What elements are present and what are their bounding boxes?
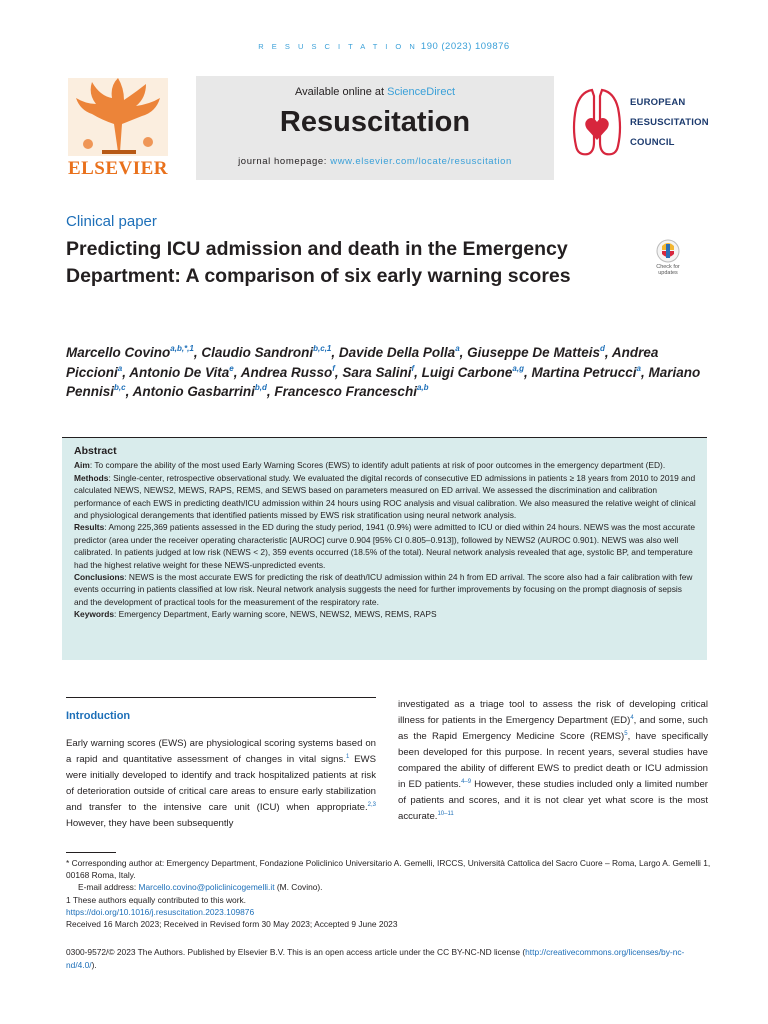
journal-homepage-link[interactable]: www.elsevier.com/locate/resuscitation — [330, 156, 512, 167]
author-affiliation[interactable]: a — [117, 363, 123, 373]
author-name[interactable]: Andrea Piccioni — [66, 345, 659, 380]
running-head — [0, 41, 768, 52]
license-link[interactable]: http://creativecommons.org/licenses/by-nc-nd/4.0/ — [66, 947, 685, 970]
author-name[interactable]: Davide Della Polla — [338, 345, 456, 360]
author-affiliation[interactable]: a — [636, 363, 641, 373]
citation-ref[interactable]: 1 — [345, 754, 350, 760]
journal-homepage-line — [196, 156, 554, 167]
body-column-right — [398, 697, 708, 825]
author-name[interactable]: Giuseppe De Matteis — [467, 345, 600, 360]
author-name[interactable]: Marcello Covino — [66, 345, 171, 360]
check-for-updates-label: Check for updates — [656, 264, 680, 276]
citation-ref[interactable]: 10–11 — [437, 811, 454, 817]
intro-text-3: However, they have been subsequently — [66, 818, 234, 829]
footnotes — [66, 857, 716, 930]
author-affiliation[interactable]: a,b,*,1 — [170, 344, 194, 353]
citation-ref[interactable]: 5 — [624, 731, 628, 737]
author-name[interactable]: Francesco Franceschi — [274, 384, 417, 399]
abstract-results — [74, 521, 696, 571]
author-affiliation[interactable]: b,c,1 — [313, 344, 332, 353]
author-affiliation[interactable]: e — [229, 363, 234, 373]
methods-text: : Single-center, retrospective observational study. We evaluated the digital records of consecutive ED admissions in patients ≥ 18 years from 2010 to 2019 and calculated NEWS, NEWS2, MEWS, RAPS, REMS, and SEWS based on parameters measured on ED arrival. We assessed the discrimination and calibration performance of each EWS in predicting death/ICU admission within 24 hours using ROC analysis and visual calibration. We also measured the relative weight of clinical and physiological derangements that identified patients missed by EWS risk stratification using neural network analysis. — [74, 472, 696, 521]
introduction-paragraph-left — [66, 736, 376, 832]
abstract-aim — [74, 459, 696, 471]
keywords-label: Keywords — [74, 609, 115, 620]
abstract-methods — [74, 472, 696, 522]
author-name[interactable]: Claudio Sandroni — [201, 345, 314, 360]
author-name[interactable]: Luigi Carbone — [421, 364, 513, 380]
copyright-end: ). — [91, 959, 97, 970]
available-online-line — [196, 86, 554, 98]
received-dates: Received 16 March 2023; Received in Revised form 30 May 2023; Accepted 9 June 2023 — [66, 919, 398, 930]
email-link[interactable]: Marcello.covino@policlinicogemelli.it — [138, 882, 275, 893]
journal-masthead — [196, 76, 554, 180]
intro-text-2: EWS were initially developed to identify and track hospitalized patients at risk of deterioration outside of critical care areas to ensure early stabilization and transfer to the intensive care unit (ICU) when appropriate. — [66, 754, 376, 813]
body-column-left — [66, 710, 376, 832]
author-list: Marcello Covino$^{a,b,*,1}$, Claudio Sandroni$^{b,c,1}$, Davide Della Polla$^a$, Giuseppe De Matteis$^d$, Andrea Piccioni$^a$, Antonio De Vita$^e$, Andrea Russo$^f$, Sara Salini$^f$, Luigi Carbone$^{a,g}$, Martina Petrucci$^a$, Mariano Pennisi$^{b,c}$, Antonio Gasbarrini$^{b,d}$, Francesco Franceschi$^{a,b}$ — [66, 344, 701, 399]
check-for-updates-button[interactable] — [648, 238, 688, 286]
erc-line-1: EUROPEAN — [630, 97, 686, 108]
copyright-notice — [66, 946, 714, 971]
aim-text: : To compare the ability of the most used Early Warning Scores (EWS) to identify adult patients at risk of poor outcomes in the emergency department (ED). — [89, 460, 666, 471]
section-divider — [66, 697, 376, 698]
available-prefix: Available online at — [294, 86, 385, 98]
abstract-heading: Abstract — [74, 445, 117, 457]
abstract-conclusions — [74, 571, 696, 608]
intro-text-5: , and some, such as the Rapid Emergency Medicine Score (REMS) — [398, 715, 709, 742]
abstract-keywords — [74, 608, 696, 620]
running-head-journal: R E S U S C I T A T I O N — [258, 42, 418, 51]
conclusions-label: Conclusions — [74, 572, 125, 583]
footnote-divider — [66, 852, 116, 853]
author-name[interactable]: Antonio De Vita — [129, 364, 230, 380]
citation-ref[interactable]: 4 — [630, 715, 634, 721]
author-affiliation[interactable]: d — [599, 344, 605, 353]
copyright-text: 0300-9572/© 2023 The Authors. Published by Elsevier B.V. This is an open access article under the CC BY-NC-ND license ( — [66, 947, 526, 957]
author-name[interactable]: Antonio Gasbarrini — [132, 384, 255, 399]
intro-text-6: , have specifically been developed for this purpose. In recent years, several studies have compared the ability of different EWS to predict death or ICU admission in ED patients. — [398, 731, 708, 790]
sciencedirect-link[interactable]: ScienceDirect — [387, 86, 455, 98]
running-head-citation: 190 (2023) 109876 — [420, 41, 510, 52]
article-type: Clinical paper — [66, 213, 157, 230]
author-affiliation[interactable]: b,d — [254, 383, 267, 392]
author-name[interactable]: Mariano Pennisi — [66, 364, 701, 399]
article-title: Predicting ICU admission and death in the Emergency Department: A comparison of six early warning scores — [66, 238, 571, 287]
elsevier-wordmark: ELSEVIER — [67, 158, 169, 179]
citation-ref[interactable]: 4–9 — [461, 779, 472, 785]
author-name[interactable]: Martina Petrucci — [531, 364, 637, 380]
aim-label: Aim — [74, 460, 90, 471]
intro-text-1: Early warning scores (EWS) are physiological scoring systems based on a rapid and quantitative assessment of changes in vital signs. — [66, 738, 376, 765]
results-text: : Among 225,369 patients assessed in the ED during the study period, 1941 (0.9%) were admitted to ICU or died within 24 hours. NEWS was the most accurate predictor (area under the receiver operating characteristic [AUROC] curve 0.904 [95% CI 0.805–0.913]), followed by NEWS2 (AUROC 0.901). NEWS was also well calibrated. In patients judged at low risk (NEWS < 2), 359 events occurred (18.5% of the total). Neural network analysis revealed that age, systolic BP, and temperature had the highest relative weight for these NEWS-unpredicted events. — [74, 522, 696, 570]
author-affiliation[interactable]: a — [455, 344, 460, 353]
author-affiliation[interactable]: b,c — [114, 383, 126, 392]
erc-wordmark — [630, 93, 709, 153]
author-affiliation[interactable]: f — [332, 363, 335, 373]
methods-label: Methods — [74, 472, 109, 483]
author-affiliation[interactable]: f — [411, 363, 415, 373]
author-name[interactable]: Andrea Russo — [240, 364, 333, 380]
check-for-updates-icon — [648, 238, 688, 266]
equal-contribution-note: 1 These authors equally contributed to this work. — [66, 894, 247, 905]
email-prefix: E-mail address: — [78, 882, 139, 893]
homepage-prefix: journal homepage: — [238, 156, 327, 167]
author-name[interactable]: Sara Salini — [342, 364, 412, 380]
citation-ref[interactable]: 2,3 — [367, 802, 376, 808]
email-line — [66, 881, 716, 893]
journal-title: Resuscitation — [279, 106, 471, 138]
erc-line-2: RESUSCITATION — [630, 117, 709, 128]
keywords-text: : Emergency Department, Early warning score, NEWS, NEWS2, MEWS, REMS, RAPS — [114, 609, 437, 620]
results-label: Results — [74, 522, 105, 533]
conclusions-text: : NEWS is the most accurate EWS for predicting the risk of death/ICU admission within 24 h from ED arrival. The score also had a fair calibration with few events occurring in patients classified at low risk. Neural network analysis suggests the need for further improvements by focusing on the prompt diagnosis of sepsis and the development of practical tools for the measurement of the respiratory rate. — [74, 572, 693, 607]
intro-text-4: investigated as a triage tool to assess the risk of developing critical illness for patients in the Emergency Department (ED) — [398, 699, 708, 726]
corresponding-author-note: * Corresponding author at: Emergency Department, Fondazione Policlinico Universitario A. Gemelli, IRCCS, Università Cattolica del Sacro Cuore – Roma, Largo A. Gemelli 1, 00168 Roma, Italy. — [66, 858, 711, 881]
erc-lungs-heart-icon — [570, 84, 624, 162]
doi-link[interactable]: https://doi.org/10.1016/j.resuscitation.2023.109876 — [66, 906, 255, 917]
author-affiliation[interactable]: a,g — [512, 363, 524, 373]
email-suffix: (M. Covino). — [274, 882, 323, 893]
intro-text-7: However, these studies included only a limited number of patients and scores, and it is not clear yet what score is the most accurate. — [398, 779, 708, 822]
erc-line-3: COUNCIL — [630, 137, 675, 148]
author-affiliation[interactable]: a,b — [416, 383, 429, 392]
introduction-paragraph-right — [398, 697, 708, 825]
introduction-heading: Introduction — [66, 710, 131, 722]
abstract-box — [62, 437, 707, 660]
